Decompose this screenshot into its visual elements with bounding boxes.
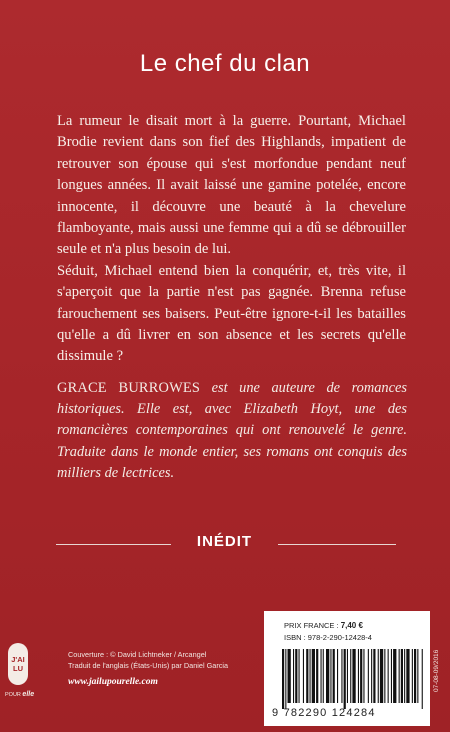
barcode-number: 9 782290 124284 <box>272 707 376 719</box>
barcode-bar <box>412 649 413 703</box>
barcode-bar <box>368 649 369 703</box>
print-code: 07-08-09/2016 <box>433 649 440 692</box>
logo-line-2: LU <box>13 664 23 673</box>
divider-left <box>56 544 171 545</box>
barcode-bar <box>299 649 300 703</box>
isbn: ISBN : 978-2-290-12428-4 <box>284 633 372 642</box>
publisher-imprint <box>5 691 34 698</box>
barcode-bar <box>399 649 400 703</box>
synopsis-paragraph-1: La rumeur le disait mort à la guerre. Pourtant, Michael Brodie revient dans son fief des Highlands, impatient de retrouver son épouse qui s'est morfondue pendant neuf longues années. Il avait laissé une gamine potelée, encore innocente, il découvre une beauté à la chevelure flamboyante, mais aussi une femme qui a dû se débrouiller seule et n'a plus besoin de lui. <box>57 113 406 258</box>
barcode-bar <box>321 649 322 703</box>
barcode-bar <box>303 649 304 703</box>
barcode-bar <box>380 649 383 703</box>
translation-credit: Traduit de l'anglais (États-Unis) par Daniel Garcia <box>68 660 229 670</box>
imprint-prefix: POUR <box>5 692 21 698</box>
barcode-bar <box>358 649 359 703</box>
barcode-bar <box>406 649 409 703</box>
barcode-bar <box>295 649 297 703</box>
barcode-bar <box>293 649 294 703</box>
barcode-bar <box>330 649 331 703</box>
barcode-bar <box>326 649 329 703</box>
barcode-bar <box>352 649 355 703</box>
barcode-bar <box>288 649 291 703</box>
barcode-bar <box>323 649 324 703</box>
barcode-bar <box>285 649 286 709</box>
author-bio-text: est une auteure de romances historiques. Elle est, avec Elizabeth Hoyt, une des romancières contemporaines qui ont renouvelé le genre. Traduite dans le monde entier, ses romans ont conquis des milliers de lectrices. <box>57 380 407 481</box>
barcode-bar <box>341 649 342 703</box>
barcode-bar <box>312 649 315 703</box>
price-row <box>284 621 363 630</box>
barcode-bar <box>378 649 379 703</box>
barcode-bar <box>417 649 418 703</box>
barcode-bar <box>306 649 308 703</box>
inedit-label: INÉDIT <box>196 533 253 550</box>
barcode-bar <box>384 649 385 703</box>
barcode-bar <box>282 649 284 709</box>
barcode-box <box>264 611 430 726</box>
barcode-bar <box>391 649 392 703</box>
price-value: 7,40 € <box>340 621 363 630</box>
barcode-bar <box>404 649 405 703</box>
barcode-bar <box>316 649 318 703</box>
barcode-bar <box>333 649 335 703</box>
barcode-bar <box>393 649 396 703</box>
publisher-logo <box>8 643 28 685</box>
publisher-website: www.jailupourelle.com <box>68 677 158 687</box>
barcode-bar <box>344 649 346 709</box>
book-title: Le chef du clan <box>139 50 311 77</box>
barcode-bar <box>388 649 389 703</box>
logo-line-1: J'AI <box>11 655 25 664</box>
barcode-bar <box>371 649 372 703</box>
barcode-bar <box>414 649 416 703</box>
barcode-bar <box>337 649 338 703</box>
barcode-bar <box>347 649 348 703</box>
barcode-bar <box>363 649 364 703</box>
barcode-bar <box>422 649 423 709</box>
author-bio <box>57 378 407 484</box>
divider-right <box>278 544 396 545</box>
barcode-bar <box>350 649 351 703</box>
synopsis-paragraph-2: Séduit, Michael entend bien la conquérir, et, très vite, il s'aperçoit que la partie n'est pas gagnée. Brenna refuse farouchement ses baisers. Peut-être ignore-t-il les batailles qu'elle a dû livrer en son absence et les secrets qu'elle dissimule ? <box>57 262 406 365</box>
barcode-bar <box>360 649 362 703</box>
barcode-bar <box>373 649 375 703</box>
barcode-bar <box>401 649 403 703</box>
synopsis <box>57 111 406 368</box>
imprint-brand: elle <box>22 691 35 698</box>
barcode-icon <box>282 649 425 709</box>
cover-credit: Couverture : © David Lichtneker / Arcangel <box>68 650 207 659</box>
author-name: GRACE BURROWES <box>57 380 201 396</box>
barcode-bar <box>310 649 311 703</box>
price-label: PRIX FRANCE : <box>284 621 339 630</box>
credits <box>68 650 228 671</box>
